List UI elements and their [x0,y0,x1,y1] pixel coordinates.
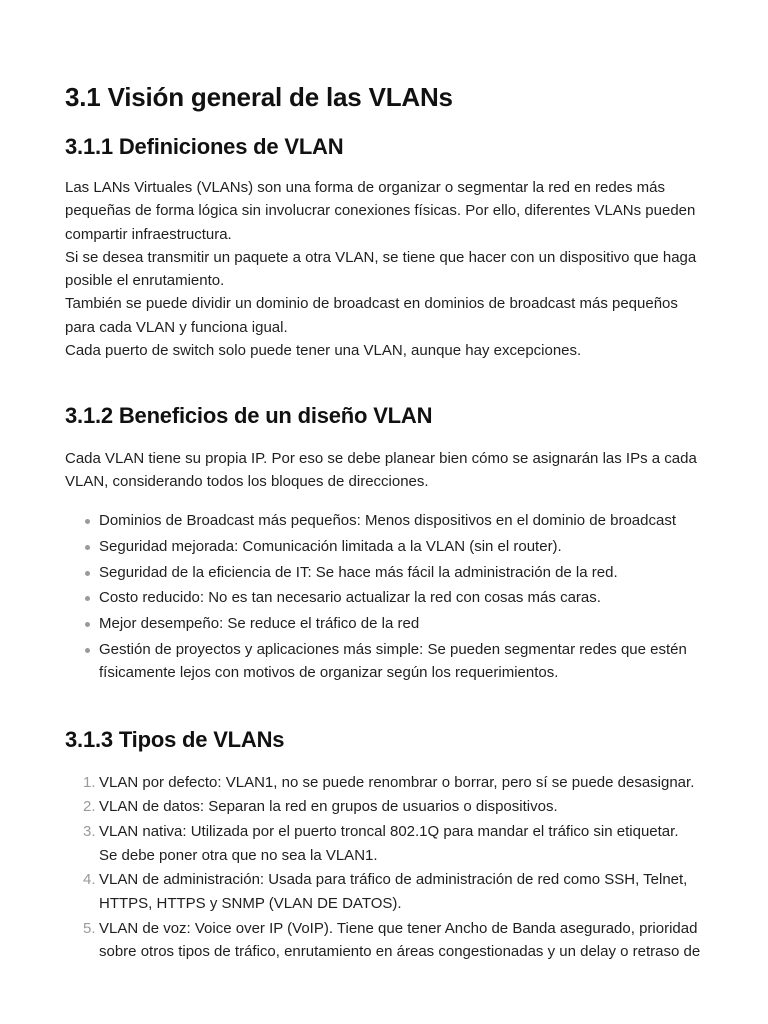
list-item: Seguridad mejorada: Comunicación limitada a la VLAN (sin el router). [65,535,715,559]
section-heading-tipos: 3.1.3 Tipos de VLANs [65,727,285,752]
list-number: 3. [83,822,96,840]
list-number: 1. [83,774,96,791]
text-line: posible el enrutamiento. [65,272,225,290]
list-item: 3. VLAN nativa: Utilizada por el puerto troncal 802.1Q para mandar el tráfico sin etiquetar. Se debe poner otra que no sea la VLAN1. [65,820,715,868]
bullet-icon [85,519,90,524]
list-item: Dominios de Broadcast más pequeños: Menos dispositivos en el dominio de broadcast [65,509,715,533]
list-item: Seguridad de la eficiencia de IT: Se hace más fácil la administración de la red. [65,561,715,585]
list-item: Costo reducido: No es tan necesario actualizar la red con cosas más caras. [65,586,715,610]
list-number: 5. [83,919,96,937]
page-title: 3.1 Visión general de las VLANs [65,82,453,112]
section-heading-definiciones: 3.1.1 Definiciones de VLAN [65,134,344,159]
list-item: 4. VLAN de administración: Usada para tráfico de administración de red como SSH, Telnet, HTTPS, HTTPS y SNMP (VLAN DE DATOS). [65,868,715,916]
bullet-icon [85,596,90,601]
benefits-list [65,509,715,687]
list-item: 5. VLAN de voz: Voice over IP (VoIP). Tiene que tener Ancho de Banda asegurado, prioridad sobre otros tipos de tráfico, enrutamiento en áreas congestionadas y un delay o retraso de [65,917,715,965]
section-definiciones-text [65,176,715,362]
text-line: Cada VLAN tiene su propia IP. Por eso se debe planear bien cómo se asignarán las IPs a cada [65,450,697,467]
bullet-icon [85,571,90,576]
text-line: Cada puerto de switch solo puede tener una VLAN, aunque hay excepciones. [65,342,582,360]
list-item: Gestión de proyectos y aplicaciones más simple: Se pueden segmentar redes que estén físicamente lejos con motivos de organizar según los requerimientos. [65,638,715,685]
vlan-types-list [65,771,715,965]
text-line: compartir infraestructura. [65,225,232,243]
bullet-icon [85,622,90,627]
list-item: Mejor desempeño: Se reduce el tráfico de la red [65,612,715,636]
text-line: para cada VLAN y funciona igual. [65,318,288,336]
bullet-icon [85,545,90,550]
text-line: También se puede dividir un dominio de broadcast en dominios de broadcast más pequeños [65,295,678,313]
text-line: pequeñas de forma lógica sin involucrar conexiones físicas. Por ello, diferentes VLANs pueden [65,202,696,220]
text-line: Si se desea transmitir un paquete a otra VLAN, se tiene que hacer con un dispositivo que haga [65,248,697,266]
list-number: 4. [83,871,96,889]
list-number: 2. [83,798,96,816]
section-beneficios-text [65,447,715,494]
text-line: Las LANs Virtuales (VLANs) son una forma de organizar o segmentar la red en redes más [65,179,666,196]
list-item: 2. VLAN de datos: Separan la red en grupos de usuarios o dispositivos. [65,795,715,819]
text-line: VLAN, considerando todos los bloques de direcciones. [65,473,429,491]
section-heading-beneficios: 3.1.2 Beneficios de un diseño VLAN [65,403,433,428]
list-item: 1. VLAN por defecto: VLAN1, no se puede renombrar o borrar, pero sí se puede desasignar. [65,771,715,795]
bullet-icon [85,648,90,653]
